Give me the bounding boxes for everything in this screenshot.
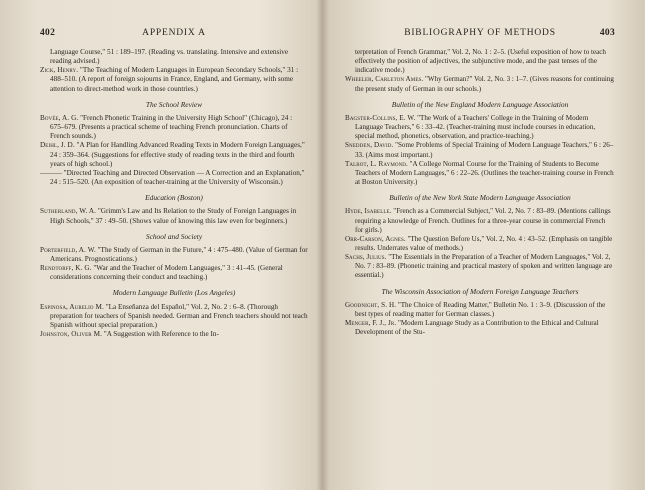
entry-continuation: [40, 48, 308, 66]
bibliography-entry: [40, 169, 308, 187]
right-page-header: [345, 28, 615, 42]
page-number: 402: [40, 28, 56, 38]
bibliography-entry: [345, 253, 615, 280]
entry-text: "The Choice of Reading Matter," Bulletin No. 1 : 3–9. (Discussion of the best types of reading matter for German classes.): [355, 300, 606, 318]
section-heading: The Wisconsin Association of Modern Foreign Language Teachers: [381, 286, 579, 296]
section-heading: Bulletin of the New England Modern Language Association: [391, 99, 569, 109]
bibliography-entry: [40, 303, 308, 330]
entry-author: Snedden, David.: [345, 141, 394, 150]
bibliography-entry: [40, 207, 308, 225]
bibliography-entry: [345, 114, 615, 141]
bibliography-entry: [40, 330, 308, 339]
entry-author: Menger, F. J., Jr.: [345, 319, 397, 328]
entry-author: Deihl, J. D.: [40, 141, 75, 150]
bibliography-entry: [40, 114, 308, 141]
bibliography-entry: [40, 66, 308, 93]
entry-author: Rendtorff, K. G.: [40, 264, 92, 273]
entry-text: "The Study of German in the Future," 4 : 475–480. (Value of German for Americans. Prognostications.): [50, 245, 308, 263]
left-page-header: [40, 28, 308, 42]
left-page: [40, 0, 308, 490]
entry-author: Bovée, A. G.: [40, 113, 79, 122]
entry-author: Espinosa, Aurelio M.: [40, 302, 104, 311]
bibliography-entry: [345, 75, 615, 93]
running-title: BIBLIOGRAPHY OF METHODS: [404, 28, 556, 38]
bibliography-entry: [345, 301, 615, 319]
right-page: [345, 0, 615, 490]
entry-author: Goodnight, S. H.: [345, 300, 397, 309]
entry-author: Talbot, L. Raymond.: [345, 159, 408, 168]
entry-text: "Some Problems of Special Training of Modern Language Teachers," 6 : 26–33. (Aims most important.): [355, 141, 614, 159]
section-heading: Bulletin of the New York State Modern Language Association: [389, 193, 571, 203]
bibliography-entry: [345, 319, 615, 337]
running-title: APPENDIX A: [142, 28, 206, 38]
entry-text: "A Plan for Handling Advanced Reading Texts in Modern Foreign Languages," 24 : 359–364. (Suggestions for effective study of reading texts in the third and fourth years of high school.): [50, 141, 305, 168]
entry-text: "French as a Commercial Subject," Vol. 2, No. 7 : 83–89. (Mentions callings requiring a knowledge of French. Outlines for a three-year course in commercial French for girls.): [355, 207, 611, 234]
entry-text: "The Question Before Us," Vol. 2, No. 4 : 43–52. (Emphasis on tangible results. Underrates value of methods.): [355, 234, 613, 252]
entry-text: "Modern Language Study as a Contribution to the Ethical and Cultural Development of the Stu-: [355, 319, 599, 337]
entry-author: Wheeler, Carleton Ames.: [345, 75, 424, 84]
section-heading: Modern Language Bulletin (Los Angeles): [112, 288, 236, 298]
right-page-body: [345, 48, 615, 337]
entry-author: Johnston, Oliver M.: [40, 330, 102, 339]
bibliography-entry: [40, 141, 308, 168]
entry-author: Sachs, Julius.: [345, 253, 387, 262]
entry-text: "French Phonetic Training in the University High School" (Chicago), 24 : 675–679. (Presents a practical scheme of teaching French pronunciation. Charts of French sounds.): [50, 113, 293, 141]
bibliography-entry: [345, 207, 615, 234]
entry-author: Hyde, Isabelle.: [345, 207, 392, 216]
entry-continuation: [345, 48, 615, 75]
entry-text: "The Work of a Teachers' College in the Training of Modern Language Teachers," 6 : 33–42. (Teacher-training must include courses in education, special method, phonetics, observation, and practice-teaching.): [355, 113, 596, 141]
section-heading: The School Review: [145, 99, 203, 109]
entry-author: Porterfield, A. W.: [40, 245, 96, 254]
bibliography-entry: [345, 141, 615, 159]
bibliography-entry: [40, 246, 308, 264]
entry-author: Sutherland, W. A.: [40, 207, 97, 216]
entry-text: "Directed Teaching and Directed Observation — A Correction and an Explanation," 24 : 515–520. (An exposition of teacher-training at the University of Wisconsin.): [50, 168, 305, 187]
bibliography-entry: [345, 235, 615, 253]
entry-text: "Why German?" Vol. 2, No. 3 : 1–7. (Gives reasons for continuing the present study of German in our schools.): [355, 75, 614, 93]
left-page-body: [40, 48, 308, 339]
entry-author: Bagster-Collins, E. W.: [345, 113, 416, 122]
page-number: 403: [599, 28, 615, 38]
entry-text: "A Suggestion with Reference to the In-: [101, 330, 219, 339]
bibliography-entry: [40, 264, 308, 282]
entry-text: "War and the Teacher of Modern Languages," 3 : 41–45. (General considerations concerning their conduct and teaching.): [50, 264, 283, 282]
section-heading: Education (Boston): [145, 193, 203, 203]
bibliography-entry: [345, 160, 615, 187]
entry-text: "La Enseñanza del Español," Vol. 2, No. 2 : 6–8. (Thorough preparation for teachers of Spanish needed. German and French teachers should not teach Spanish without special preparation.): [50, 302, 308, 329]
entry-author: Orr-Carson, Agnes.: [345, 234, 406, 243]
entry-text: "Grimm's Law and Its Relation to the Study of Foreign Languages in High Schools," 37 : 49–50. (Shows value of knowing this law even for beginners.): [50, 207, 297, 225]
section-heading: School and Society: [145, 231, 203, 241]
entry-text: "The Teaching of Modern Languages in European Secondary Schools," 31 : 488–510. (A report of foreign sojourns in France, England, and Germany, with some attention to direct-method work in those countries.): [50, 66, 299, 93]
entry-text: "The Essentials in the Preparation of a Teacher of Modern Languages," Vol. 2, No. 7 : 83–89. (Phonetic training and practical mastery of spoken and written language are essential.): [355, 253, 613, 280]
entry-text: "A College Normal Course for the Training of Students to Become Teachers of Modern Languages," 6 : 22–26. (Outlines the teacher-training course in French at Boston University.): [355, 159, 614, 187]
entry-author: ———: [40, 168, 62, 177]
entry-author: Zick, Henry.: [40, 66, 79, 75]
entry-text: Language Course," 51 : 189–197. (Reading vs. translating. Intensive and extensive reading advised.): [50, 48, 289, 66]
entry-text: terpretation of French Grammar," Vol. 2, No. 1 : 2–5. (Useful exposition of how to teach effectively the position of adjectives, the subjunctive mode, and the past tenses of the indicative mode.): [355, 48, 606, 75]
